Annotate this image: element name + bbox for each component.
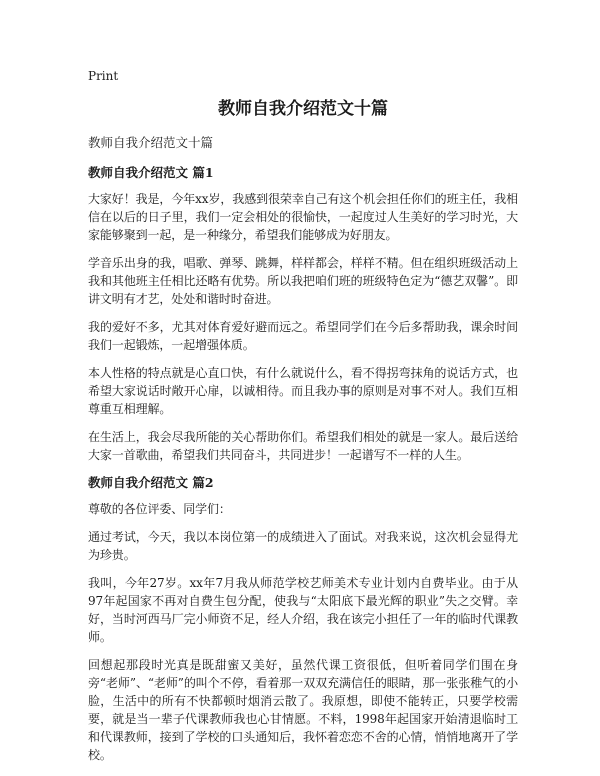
section-heading: 教师自我介绍范文 篇1	[88, 165, 214, 180]
paragraph: 回想起那段时光真是既甜蜜又美好，虽然代课工资很低，但听着同学们围在身旁“老师”、“老师”的叫个不停，看着那一双双充满信任的眼睛，那一张张稚气的小脸，生活中的所有不快都顿时烟消云散了。我原想，即使不能转正，只要学校需要，就是当一辈子代课教师我也心甘情愿。不料，1998年起国家开始清退临时工和代课教师，接到了学校的口头通知后，我怀着恋恋不舍的心情，悄悄地离开了学校。	[88, 658, 518, 762]
paragraph: 我的爱好不多，尤其对体育爱好避而远之。希望同学们在今后多帮助我，课余时间我们一起锻炼，一起增强体质。	[88, 320, 518, 352]
section-2	[88, 474, 518, 764]
paragraph: 大家好！我是，今年xx岁，我感到很荣幸自己有这个机会担任你们的班主任，我相信在以后的日子里，我们一定会相处的很愉快，一起度过人生美好的学习时光，大家能够聚到一起，是一种缘分，希望我们能够成为好朋友。	[88, 192, 518, 242]
section-1	[88, 164, 518, 464]
paragraph: 本人性格的特点就是心直口快，有什么就说什么，看不得拐弯抹角的说话方式，也希望大家说话时敞开心扉，以诚相待。而且我办事的原则是对事不对人。我们互相尊重互相理解。	[88, 366, 518, 416]
paragraph: 通过考试，今天，我以本岗位第一的成绩进入了面试。对我来说，这次机会显得尤为珍贵。	[88, 530, 518, 562]
document-subtitle: 教师自我介绍范文十篇	[88, 135, 214, 150]
paragraph: 尊敬的各位评委、同学们：	[88, 502, 231, 516]
print-link[interactable]: Print	[88, 69, 119, 83]
paragraph: 学音乐出身的我，唱歌、弹琴、跳舞，样样都会，样样不精。但在组织班级活动上我和其他班主任相比还略有优势。所以我把咱们班的班级特色定为“德艺双馨”。即讲文明有才艺，处处和谐时时奋进。	[88, 256, 518, 306]
paragraph: 在生活上，我会尽我所能的关心帮助你们。希望我们相处的就是一家人。最后送给大家一首歌曲，希望我们共同奋斗，共同进步！一起谱写不一样的人生。	[88, 430, 518, 462]
document-title: 教师自我介绍范文十篇	[218, 99, 388, 119]
section-heading: 教师自我介绍范文 篇2	[88, 475, 214, 490]
document-page	[88, 68, 518, 774]
paragraph: 我叫，今年27岁。xx年7月我从师范学校艺师美术专业计划内自费毕业。由于从97年起国家不再对自费生包分配，使我与“太阳底下最光辉的职业”失之交臂。幸好，当时河西马厂完小师资不足，经人介绍，我在该完小担任了一年的临时代课教师。	[88, 576, 518, 644]
